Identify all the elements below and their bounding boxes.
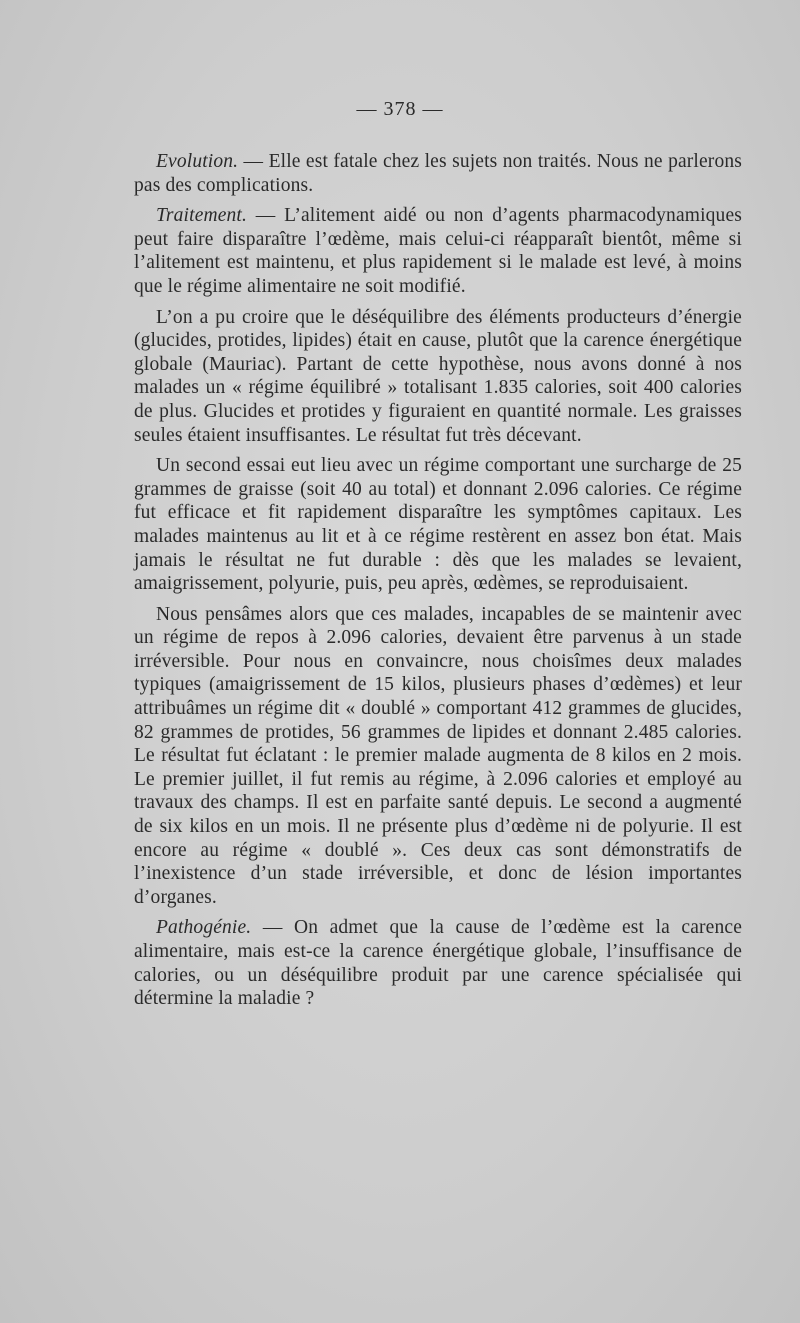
paragraph-regime-double: [134, 603, 742, 910]
paragraph-second-essai: [134, 454, 742, 596]
page-number: — 378 —: [356, 98, 444, 120]
paragraph-text: — On admet que la cause de l’œdème est la carence alimentaire, mais est-ce la carence énergétique globale, l’insuffisance de calories, ou un déséquilibre produit par une carence spécialisée qui détermine la maladie ?: [134, 917, 742, 1010]
section-heading-traitement: Traitement.: [156, 205, 248, 227]
body-text: [134, 150, 742, 1018]
section-heading-pathogenie: Pathogénie.: [156, 917, 252, 939]
paragraph-text: Nous pensâmes alors que ces malades, incapables de se maintenir avec un régime de repos à 2.096 calories, devaient être parvenus à un stade irréversible. Pour nous en convaincre, nous choisîmes deux malades typiques (amaigrissement de 15 kilos, plusieurs phases d’œdèmes) et leur attribuâmes un régime dit « doublé » comportant 412 grammes de glucides, 82 grammes de protides, 56 grammes de lipides et donnant 2.485 calories. Le résultat fut éclatant : le premier malade augmenta de 8 kilos en 2 mois. Le premier juillet, il fut remis au régime, à 2.096 calories et employé au travaux des champs. Il est en parfaite santé depuis. Le second a augmenté de six kilos en un mois. Il ne présente plus d’œdème ni de polyurie. Il est encore au régime « doublé ». Ces deux cas sont démonstratifs de l’inexistence d’un stade irréversible, et donc de lésion importantes d’organes.: [134, 603, 742, 908]
paragraph-desequilibre: [134, 306, 742, 448]
paragraph-pathogenie: [134, 916, 742, 1010]
section-heading-evolution: Evolution.: [156, 151, 239, 172]
paragraph-text: L’on a pu croire que le déséquilibre des éléments producteurs d’énergie (glucides, protides, lipides) était en cause, plutôt que la carence énergétique globale (Mauriac). Partant de cette hypothèse, nous avons donné à nos malades un « régime équilibré » totalisant 1.835 calories, soit 400 calories de plus. Glucides et protides y figuraient en quantité normale. Les graisses seules étaient insuffisantes. Le résultat fut très décevant.: [134, 306, 742, 446]
paragraph-text: — Elle est fatale chez les sujets non traités. Nous ne parlerons pas des complications.: [134, 151, 742, 196]
paragraph-text: Un second essai eut lieu avec un régime comportant une surcharge de 25 grammes de graisse (soit 40 au total) et donnant 2.096 calories. Ce régime fut efficace et fit rapidement disparaître les symptômes capitaux. Les malades maintenus au lit et à ce régime restèrent en assez bon état. Mais jamais le résultat ne fut durable : dès que les malades se levaient, amaigrissement, polyurie, puis, peu après, œdèmes, se reproduisaient.: [134, 455, 742, 595]
paragraph-text: — L’alitement aidé ou non d’agents pharmacodynamiques peut faire disparaître l’œdème, mais celui-ci réapparaît bientôt, même si l’alitement est maintenu, et plus rapidement si le malade est levé, à moins que le régime alimentaire ne soit modifié.: [134, 205, 742, 297]
paragraph-evolution: [134, 150, 742, 197]
paragraph-traitement: [134, 204, 742, 298]
